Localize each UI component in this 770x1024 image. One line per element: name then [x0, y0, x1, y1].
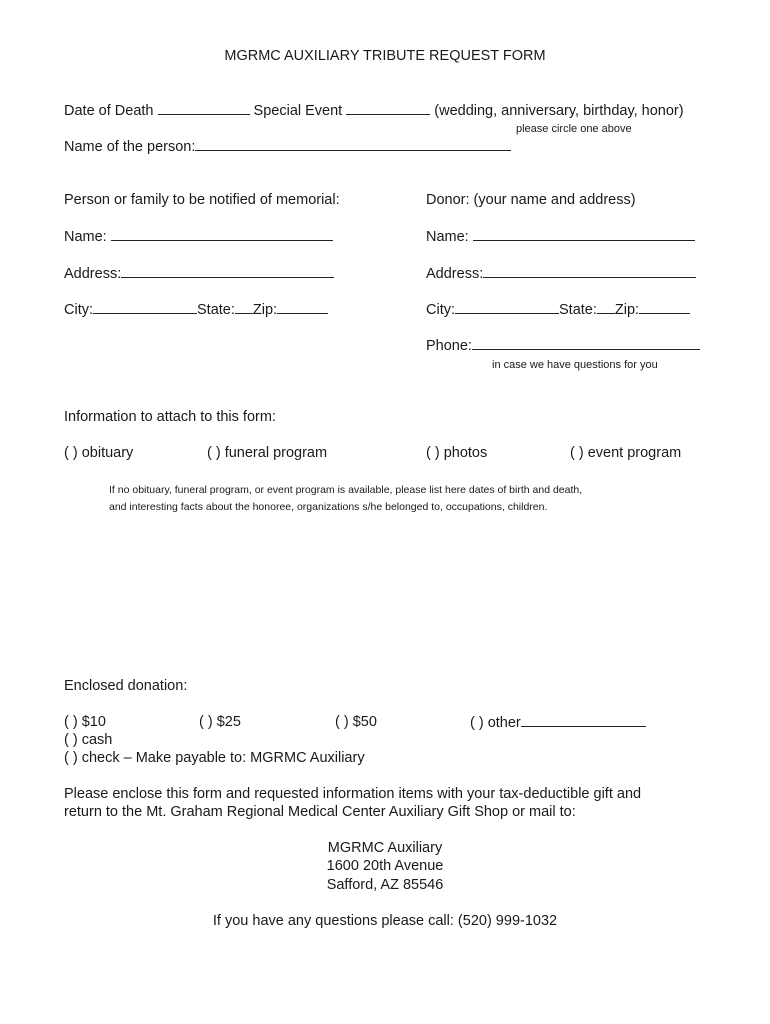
donor-city-field[interactable]: [455, 301, 559, 314]
notify-city-field[interactable]: [93, 301, 197, 314]
notify-address-row: [64, 265, 334, 283]
notify-name-row: [64, 228, 333, 246]
event-options: (wedding, anniversary, birthday, honor): [434, 103, 684, 119]
donation-10[interactable]: ( ) $10: [64, 714, 106, 730]
notify-zip-field[interactable]: [277, 301, 328, 314]
date-of-death-row: [64, 102, 684, 120]
instructions-line2: return to the Mt. Graham Regional Medical Center Auxiliary Gift Shop or mail to:: [64, 804, 576, 820]
donor-name-row: [426, 228, 695, 246]
notify-zip-label: Zip:: [252, 302, 278, 318]
attach-heading: Information to attach to this form:: [64, 409, 276, 425]
attach-option-event-program[interactable]: ( ) event program: [570, 445, 682, 461]
name-of-person-field[interactable]: [195, 138, 511, 151]
notify-city-row: [64, 301, 328, 319]
special-event-field[interactable]: [346, 102, 430, 115]
donation-cash[interactable]: ( ) cash: [64, 732, 113, 748]
attach-note-line2: and interesting facts about the honoree, organizations s/he belonged to, occupations, children.: [109, 501, 548, 513]
donation-50[interactable]: ( ) $50: [335, 714, 377, 730]
notify-heading: Person or family to be notified of memorial:: [64, 192, 340, 208]
donor-zip-label: Zip:: [614, 302, 640, 318]
contact-line: If you have any questions please call: (520) 999-1032: [212, 913, 558, 929]
attach-note-line1: If no obituary, funeral program, or event program is available, please list here dates of birth and death,: [109, 484, 583, 496]
donation-other-row: [470, 714, 646, 732]
donor-address-row: [426, 265, 696, 283]
special-event-label: Special Event: [253, 103, 343, 119]
notify-address-label: Address:: [64, 266, 122, 282]
donor-name-field[interactable]: [473, 228, 695, 241]
attach-option-funeral-program[interactable]: ( ) funeral program: [207, 445, 328, 461]
notify-address-field[interactable]: [121, 265, 334, 278]
notify-city-label: City:: [64, 302, 93, 318]
donation-other-field[interactable]: [521, 714, 646, 727]
name-of-person-row: [64, 138, 511, 156]
attach-option-obituary[interactable]: ( ) obituary: [64, 445, 134, 461]
donation-other[interactable]: ( ) other: [470, 715, 521, 731]
name-of-person-label: Name of the person:: [64, 139, 196, 155]
form-title: MGRMC AUXILIARY TRIBUTE REQUEST FORM: [224, 48, 546, 64]
donor-address-field[interactable]: [483, 265, 696, 278]
donor-phone-row: [426, 337, 700, 355]
donor-city-label: City:: [426, 302, 455, 318]
donation-heading: Enclosed donation:: [64, 678, 188, 694]
donor-address-label: Address:: [426, 266, 484, 282]
notify-state-label: State:: [197, 302, 235, 318]
notify-name-label: Name:: [64, 229, 107, 245]
date-of-death-field[interactable]: [158, 102, 250, 115]
attach-option-photos[interactable]: ( ) photos: [426, 445, 488, 461]
donor-heading: Donor: (your name and address): [426, 192, 636, 208]
date-of-death-label: Date of Death: [64, 103, 154, 119]
donor-state-label: State:: [559, 302, 597, 318]
notify-name-field[interactable]: [111, 228, 333, 241]
instructions-line1: Please enclose this form and requested information items with your tax-deductible gift and: [64, 786, 642, 802]
donor-zip-field[interactable]: [639, 301, 690, 314]
phone-note: in case we have questions for you: [492, 359, 658, 371]
donor-name-label: Name:: [426, 229, 469, 245]
address-line2: 1600 20th Avenue: [326, 858, 444, 874]
donation-25[interactable]: ( ) $25: [199, 714, 241, 730]
donor-phone-field[interactable]: [472, 337, 700, 350]
circle-note: please circle one above: [516, 123, 632, 135]
address-line1: MGRMC Auxiliary: [327, 840, 443, 856]
donor-phone-label: Phone:: [426, 338, 472, 354]
notify-state-field[interactable]: [235, 301, 253, 314]
address-line3: Safford, AZ 85546: [326, 877, 444, 893]
donor-city-row: [426, 301, 690, 319]
donor-state-field[interactable]: [597, 301, 615, 314]
donation-check[interactable]: ( ) check – Make payable to: MGRMC Auxiliary: [64, 750, 365, 766]
